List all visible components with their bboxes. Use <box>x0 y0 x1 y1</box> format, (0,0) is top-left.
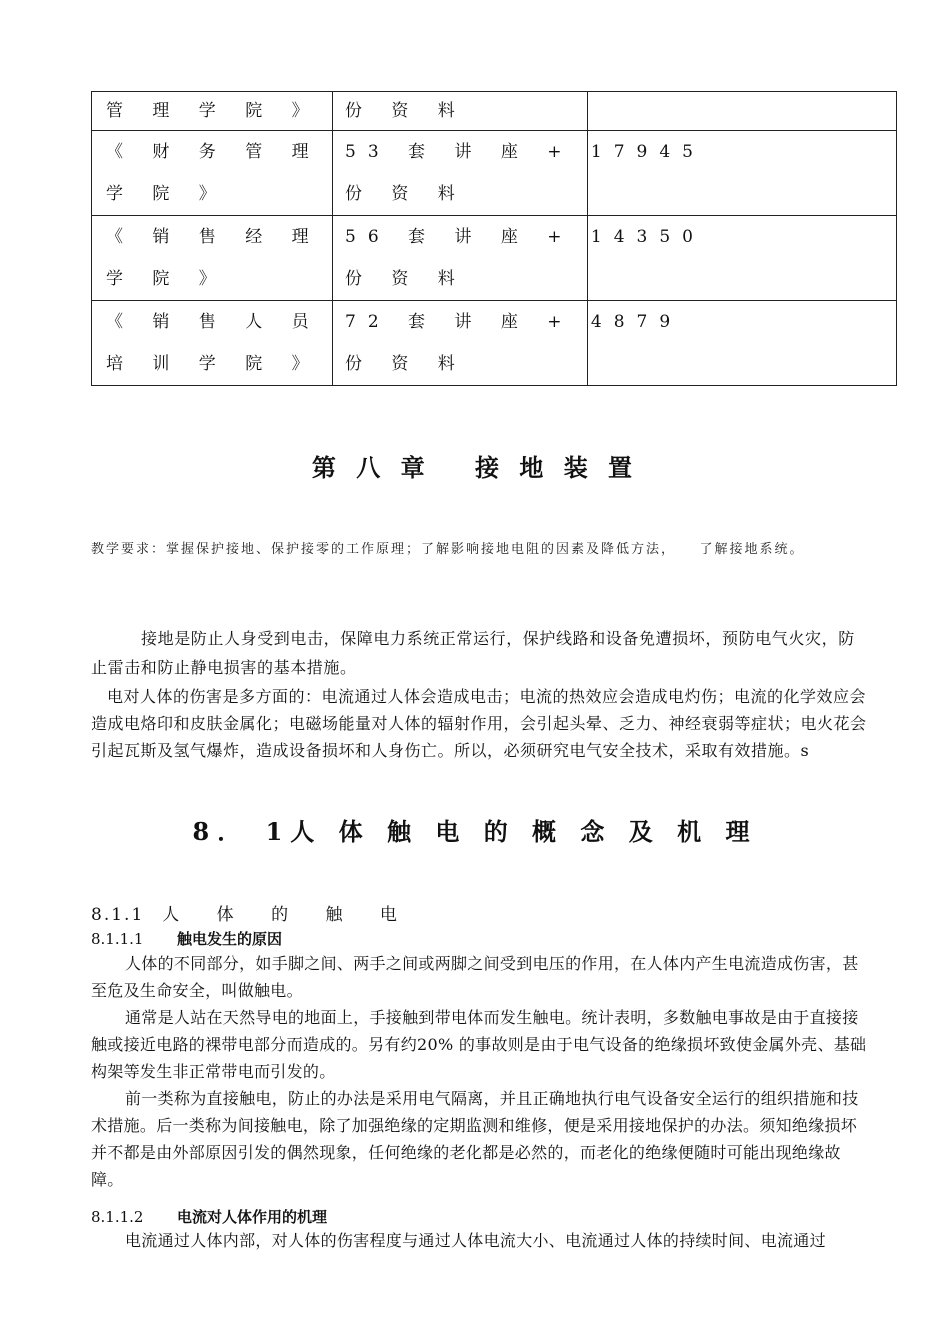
table-row <box>92 92 897 131</box>
table-cell-content: 53 套 讲 座 + 17945 份 资 料 <box>333 131 588 216</box>
body-paragraph: 通常是人站在天然导电的地面上，手接触到带电体而发生触电。统计表明，多数触电事故是由于直接接触或接近电路的裸带电部分而造成的。另有约20% 的事故则是由于电气设备的绝缘损坏致使金属外壳、基础构架等发生非正常带电而引发的。 <box>91 1008 867 1081</box>
subsubsection-number: 8.1.1.1 <box>91 930 144 948</box>
subsubsection-heading <box>91 928 282 949</box>
hazard-paragraph: 电对人体的伤害是多方面的：电流通过人体会造成电击；电流的热效应会造成电灼伤；电流的化学效应会造成电烙印和皮肤金属化；电磁场能量对人体的辐射作用，会引起头晕、乏力、神经衰弱等症状；电火花会引起瓦斯及氢气爆炸，造成设备损坏和人身伤亡。所以，必须研究电气安全技术，采取有效措施。s <box>91 687 867 760</box>
body-paragraph: 电流通过人体内部，对人体的伤害程度与通过人体电流大小、电流通过人体的持续时间、电流通过 <box>125 1231 826 1250</box>
subsubsection-number: 8.1.1.2 <box>91 1208 144 1226</box>
table-cell-content: 56 套 讲 座 + 14350 份 资 料 <box>333 216 588 301</box>
table-cell-content: 72 套 讲 座 + 4879 份 资 料 <box>333 301 588 386</box>
table-cell-name: 《 销 售 人 员 培 训 学 院 》 <box>92 301 333 386</box>
table-cell-content: 份 资 料 <box>333 92 588 131</box>
subsection-heading <box>91 900 413 925</box>
table-row <box>92 301 897 386</box>
teaching-requirement: 教学要求：掌握保护接地、保护接零的工作原理；了解影响接地电阻的因素及降低方法， 了解接地系统。 <box>91 542 805 557</box>
body-paragraph: 前一类称为直接触电，防止的办法是采用电气隔离，并且正确地执行电气设备安全运行的组织措施和技术措施。后一类称为间接触电，除了加强绝缘的定期监测和维修，便是采用接地保护的办法。须知绝缘损坏并不都是由外部原因引发的偶然现象，任何绝缘的老化都是必然的，而老化的绝缘便随时可能出现绝缘故障。 <box>91 1089 859 1189</box>
chapter-title: 第 八 章 接 地 装 置 <box>311 453 639 482</box>
intro-paragraph: 接地是防止人身受到电击，保障电力系统正常运行，保护线路和设备免遭损坏，预防电气火灾，防止雷击和防止静电损害的基本措施。 <box>91 629 855 677</box>
body-paragraph: 人体的不同部分，如手脚之间、两手之间或两脚之间受到电压的作用，在人体内产生电流造成伤害，甚至危及生命安全，叫做触电。 <box>91 954 859 1000</box>
table-cell-name: 管 理 学 院 》 <box>92 92 333 131</box>
subsection-number: 8.1.1 <box>91 905 145 925</box>
table-row <box>92 216 897 301</box>
catalog-table <box>91 91 897 386</box>
subsubsection-heading <box>91 1206 327 1227</box>
subsection-title: 人 体 的 触 电 <box>162 905 413 925</box>
table-cell-name: 《 销 售 经 理 学 院 》 <box>92 216 333 301</box>
table-row <box>92 131 897 216</box>
subsubsection-title: 电流对人体作用的机理 <box>177 1208 328 1226</box>
table-cell-empty <box>588 92 897 131</box>
subsubsection-title: 触电发生的原因 <box>177 930 283 948</box>
table-cell-name: 《 财 务 管 理 学 院 》 <box>92 131 333 216</box>
section-title: 8． 1人 体 触 电 的 概 念 及 机 理 <box>192 817 758 846</box>
